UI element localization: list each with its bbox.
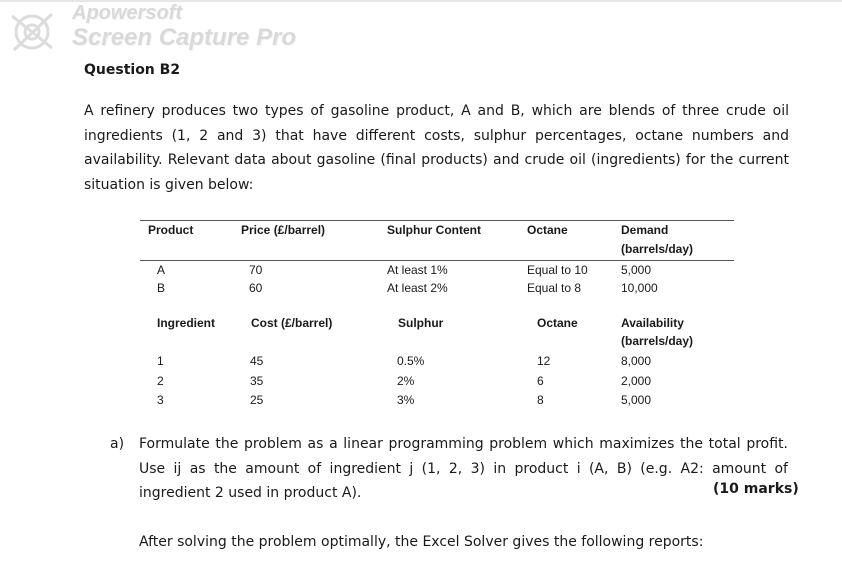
header-availability-unit: (barrels/day)	[621, 334, 694, 348]
watermark-line2: Screen Capture Pro	[72, 24, 297, 51]
cell-availability: 5,000	[621, 393, 652, 407]
part-a-text: Formulate the problem as a linear programming problem which maximizes the total profit. Use ij as the amount of ingredient j (1, 2, 3) in product i (A, B) (e.g. A2: amount of ingredient 2 used in product A).	[139, 436, 788, 502]
cell-octane: 8	[537, 393, 544, 407]
cell-sulphur: At least 2%	[387, 281, 448, 295]
header-availability: Availability	[621, 316, 684, 330]
cell-cost: 45	[250, 354, 264, 368]
cell-ingredient: 3	[157, 393, 164, 407]
cell-demand: 5,000	[621, 263, 652, 277]
cell-octane: Equal to 10	[527, 263, 588, 277]
cell-ingredient: 2	[157, 374, 164, 388]
apowersoft-logo-icon	[6, 4, 72, 54]
cell-cost: 25	[250, 393, 264, 407]
question-intro: A refinery produces two types of gasoline product, A and B, which are blends of three crude oil ingredients (1, 2 and 3) that have different costs, sulphur percentages, octane numbers and availability. Relevant data about gasoline (final products) and crude oil (ingredients) for the current situation is given below:	[84, 103, 789, 193]
header-cost: Cost (£/barrel)	[251, 316, 333, 330]
header-sulphur: Sulphur	[398, 316, 444, 330]
header-price: Price (£/barrel)	[241, 223, 326, 237]
table-header-rule	[140, 260, 734, 261]
header-demand-unit: (barrels/day)	[621, 242, 694, 256]
cell-octane: Equal to 8	[527, 281, 582, 295]
cell-sulphur: 2%	[397, 374, 415, 388]
cell-price: 70	[249, 263, 263, 277]
cell-product: B	[157, 281, 166, 295]
cell-product: A	[157, 263, 166, 277]
cell-sulphur: At least 1%	[387, 263, 448, 277]
header-sulphur-content: Sulphur Content	[387, 223, 481, 237]
cell-availability: 8,000	[621, 354, 652, 368]
header-ingredient: Ingredient	[157, 316, 216, 330]
part-a-marks: (10 marks)	[713, 481, 799, 497]
cell-demand: 10,000	[621, 281, 658, 295]
header-demand: Demand	[621, 223, 669, 237]
cell-cost: 35	[250, 374, 264, 388]
after-solving-text: After solving the problem optimally, the Excel Solver gives the following reports:	[139, 534, 704, 550]
header-product: Product	[148, 223, 194, 237]
cell-octane: 12	[537, 354, 551, 368]
cell-price: 60	[249, 281, 263, 295]
question-title: Question B2	[84, 62, 181, 78]
cell-sulphur: 0.5%	[397, 354, 425, 368]
cell-sulphur: 3%	[397, 393, 415, 407]
part-a-label: a)	[110, 436, 125, 452]
header-octane-ingredient: Octane	[537, 316, 578, 330]
header-octane: Octane	[527, 223, 568, 237]
cell-ingredient: 1	[157, 354, 164, 368]
cell-octane: 6	[537, 374, 544, 388]
cell-availability: 2,000	[621, 374, 652, 388]
table-top-rule	[140, 220, 734, 221]
watermark-line1: Apowersoft	[72, 2, 182, 24]
